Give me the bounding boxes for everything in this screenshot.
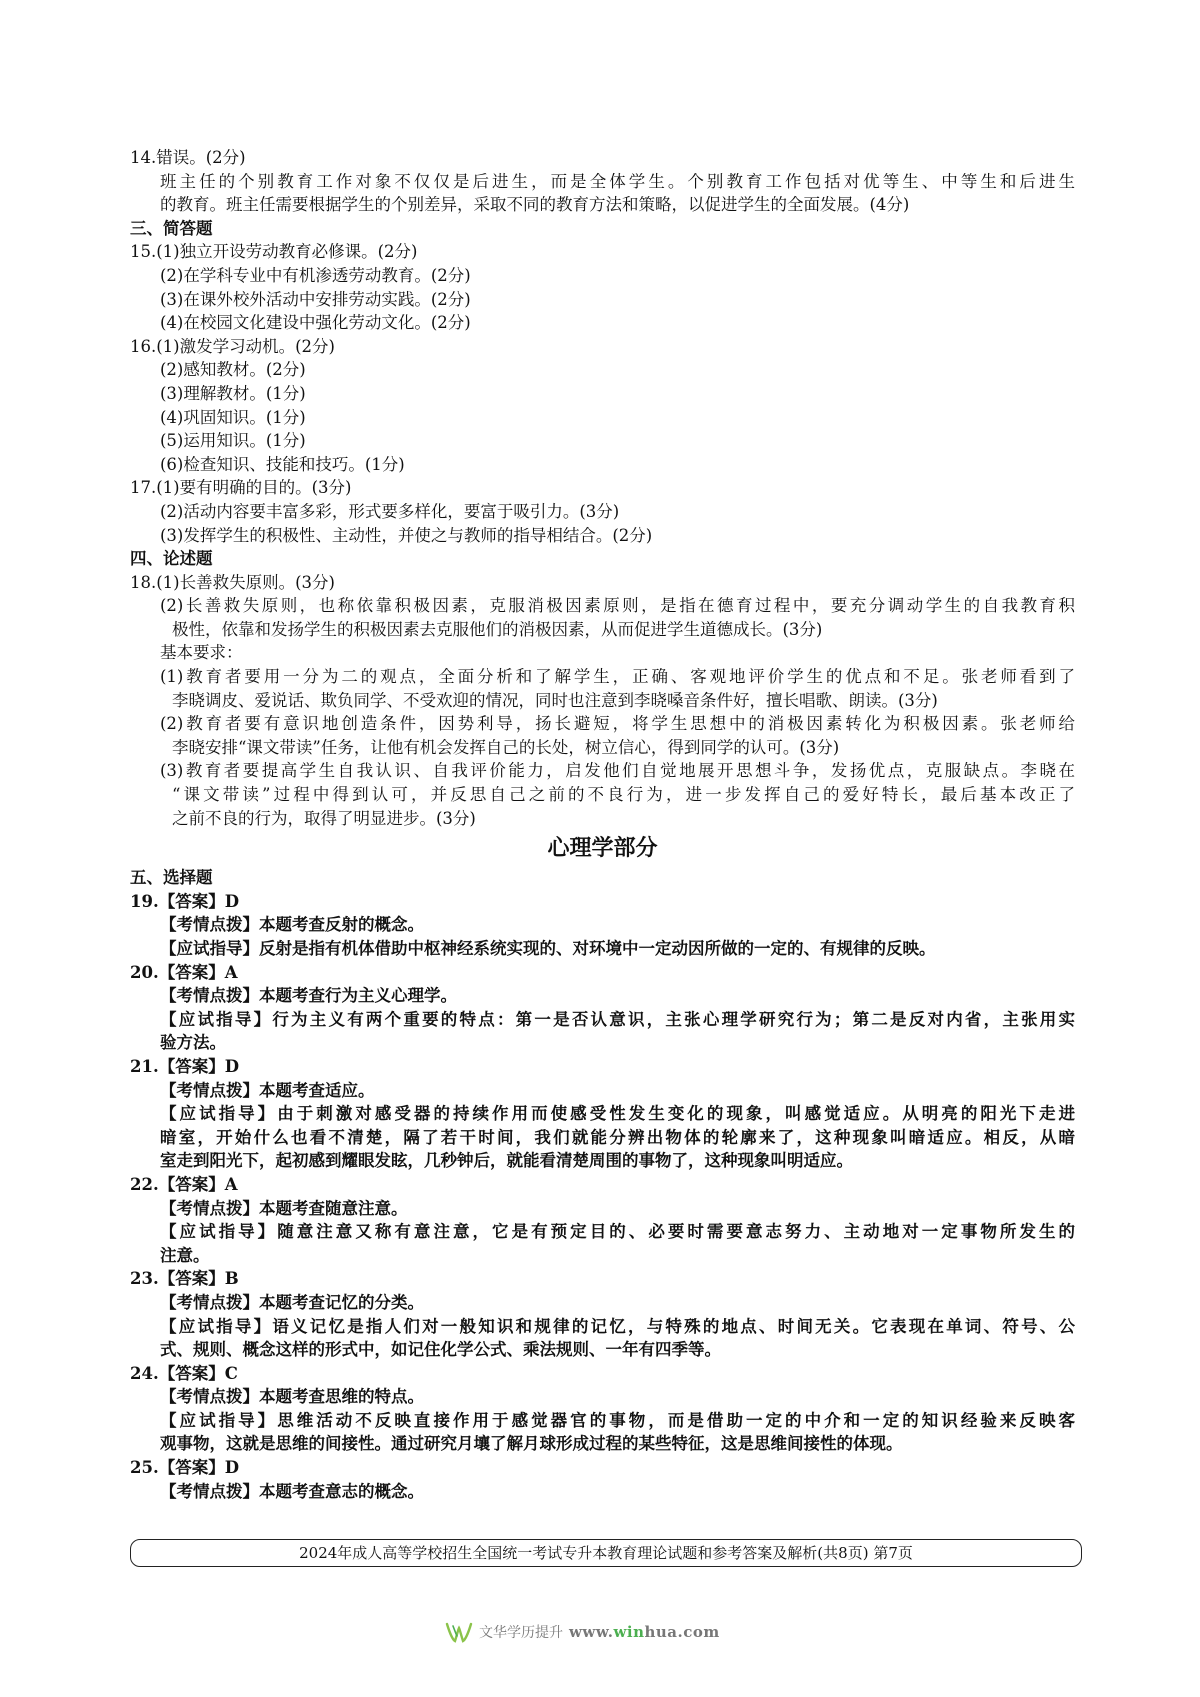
section-heading: 四、论述题 [130,549,213,569]
q18-requirement: (3)教育者要提高学生自我认识、自我评价能力，启发他们自觉地展开思想斗争，发扬优点，克服缺点。李晓在 [160,761,1075,781]
q15-item: (3)在课外校外活动中安排劳动实践。(2分) [160,289,471,309]
exam-guide: 【应试指导】随意注意又称有意注意，它是有预定目的、必要时需要意志努力、主动地对一定事物所发生的 [160,1222,1075,1242]
q15-item: (2)在学科专业中有机渗透劳动教育。(2分) [160,265,471,285]
answer-line: 24.【答案】C [130,1363,238,1383]
exam-guide: 【应试指导】思维活动不反映直接作用于感觉器官的事物，而是借助一定的中介和一定的知识经验来反映客 [160,1410,1075,1430]
exam-point: 【考情点拨】本题考查反射的概念。 [160,915,424,935]
exam-guide: 注意。 [160,1245,210,1265]
q16-item: (5)运用知识。(1分) [160,431,306,451]
q16-item: 16.(1)激发学习动机。(2分) [130,336,335,356]
q18-requirement: 李晓安排“课文带读”任务，让他有机会发挥自己的长处，树立信心，得到同学的认可。(3分) [172,737,840,757]
answer-line: 19.【答案】D [130,891,240,911]
watermark [445,1617,720,1647]
q16-item: (6)检查知识、技能和技巧。(1分) [160,454,405,474]
q16-item: (3)理解教材。(1分) [160,383,306,403]
exam-guide: 观事物，这就是思维的间接性。通过研究月壤了解月球形成过程的某些特征，这是思维间接性的体现。 [160,1434,903,1454]
winhua-logo-icon [445,1620,473,1644]
exam-point: 【考情点拨】本题考查适应。 [160,1080,375,1100]
q15-item: 15.(1)独立开设劳动教育必修课。(2分) [130,242,418,262]
q14-body: 班主任的个别教育工作对象不仅仅是后进生，而是全体学生。个别教育工作包括对优等生、中等生和后进生 [160,171,1075,191]
exam-guide: 【应试指导】语义记忆是指人们对一般知识和规律的记忆，与特殊的地点、时间无关。它表现在单词、符号、公 [160,1316,1075,1336]
q17-item: 17.(1)要有明确的目的。(3分) [130,478,352,498]
q15-item: (4)在校园文化建设中强化劳动文化。(2分) [160,313,471,333]
exam-point: 【考情点拨】本题考查行为主义心理学。 [160,986,457,1006]
answer-line: 23.【答案】B [130,1269,239,1289]
exam-point: 【考情点拨】本题考查随意注意。 [160,1198,408,1218]
answer-line: 21.【答案】D [130,1056,240,1076]
answer-line: 25.【答案】D [130,1458,240,1478]
q17-item: (2)活动内容要丰富多彩，形式要多样化，要富于吸引力。(3分) [160,501,620,521]
q14-body: 的教育。班主任需要根据学生的个别差异，采取不同的教育方法和策略，以促进学生的全面发展。(4分) [160,195,910,215]
q18-item: (2)长善救失原则，也称依靠积极因素，克服消极因素原则，是指在德育过程中，要充分调动学生的自我教育积 [160,596,1075,616]
answer-content [130,146,1075,1503]
section-heading: 五、选择题 [130,868,213,888]
q18-requirement: 李晓调皮、爱说话、欺负同学、不受欢迎的情况，同时也注意到李晓嗓音条件好，擅长唱歌、朗读。(3分) [172,690,938,710]
part-title: 心理学部分 [547,836,658,862]
q18-requirements-label: 基本要求： [160,643,243,663]
exam-guide: 【应试指导】行为主义有两个重要的特点：第一是否认意识，主张心理学研究行为；第二是反对内省，主张用实 [160,1009,1075,1029]
exam-guide: 【应试指导】由于刺激对感受器的持续作用而使感受性发生变化的现象，叫感觉适应。从明亮的阳光下走进 [160,1104,1075,1124]
exam-point: 【考情点拨】本题考查思维的特点。 [160,1387,424,1407]
q18-item: 18.(1)长善救失原则。(3分) [130,572,335,592]
q17-item: (3)发挥学生的积极性、主动性，并使之与教师的指导相结合。(2分) [160,525,653,545]
q16-item: (4)巩固知识。(1分) [160,407,306,427]
exam-point: 【考情点拨】本题考查意志的概念。 [160,1481,424,1501]
exam-guide: 室走到阳光下，起初感到耀眼发眩，几秒钟后，就能看清楚周围的事物了，这种现象叫明适应。 [160,1151,853,1171]
q18-item: 极性，依靠和发扬学生的积极因素去克服他们的消极因素，从而促进学生道德成长。(3分) [172,619,823,639]
q14-head: 14.错误。(2分) [130,148,246,167]
exam-guide: 验方法。 [160,1033,226,1053]
section-heading: 三、简答题 [130,218,213,238]
watermark-url: www.winhua.com [569,1623,720,1641]
exam-guide: 暗室，开始什么也看不清楚，隔了若干时间，我们就能分辨出物体的轮廓来了，这种现象叫暗适应。相反，从暗 [160,1127,1075,1147]
q18-requirement: (2)教育者要有意识地创造条件，因势利导，扬长避短，将学生思想中的消极因素转化为积极因素。张老师给 [160,714,1075,734]
q16-item: (2)感知教材。(2分) [160,360,306,380]
exam-guide: 【应试指导】反射是指有机体借助中枢神经系统实现的、对环境中一定动因所做的一定的、有规律的反映。 [160,939,936,958]
answer-line: 22.【答案】A [130,1174,238,1194]
q18-requirement: 之前不良的行为，取得了明显进步。(3分) [172,808,476,828]
page-footer: 2024年成人高等学校招生全国统一考试专升本教育理论试题和参考答案及解析(共8页) 第7页 [130,1539,1082,1567]
exam-guide: 式、规则、概念这样的形式中，如记住化学公式、乘法规则、一年有四季等。 [160,1340,721,1360]
watermark-brand: 文华学历提升 [479,1625,563,1641]
answer-line: 20.【答案】A [130,962,238,982]
q18-requirement: (1)教育者要用一分为二的观点，全面分析和了解学生，正确、客观地评价学生的优点和不足。张老师看到了 [160,667,1075,687]
q18-requirement: “课文带读”过程中得到认可，并反思自己之前的不良行为，进一步发挥自己的爱好特长，最后基本改正了 [172,785,1075,805]
exam-point: 【考情点拨】本题考查记忆的分类。 [160,1292,424,1312]
